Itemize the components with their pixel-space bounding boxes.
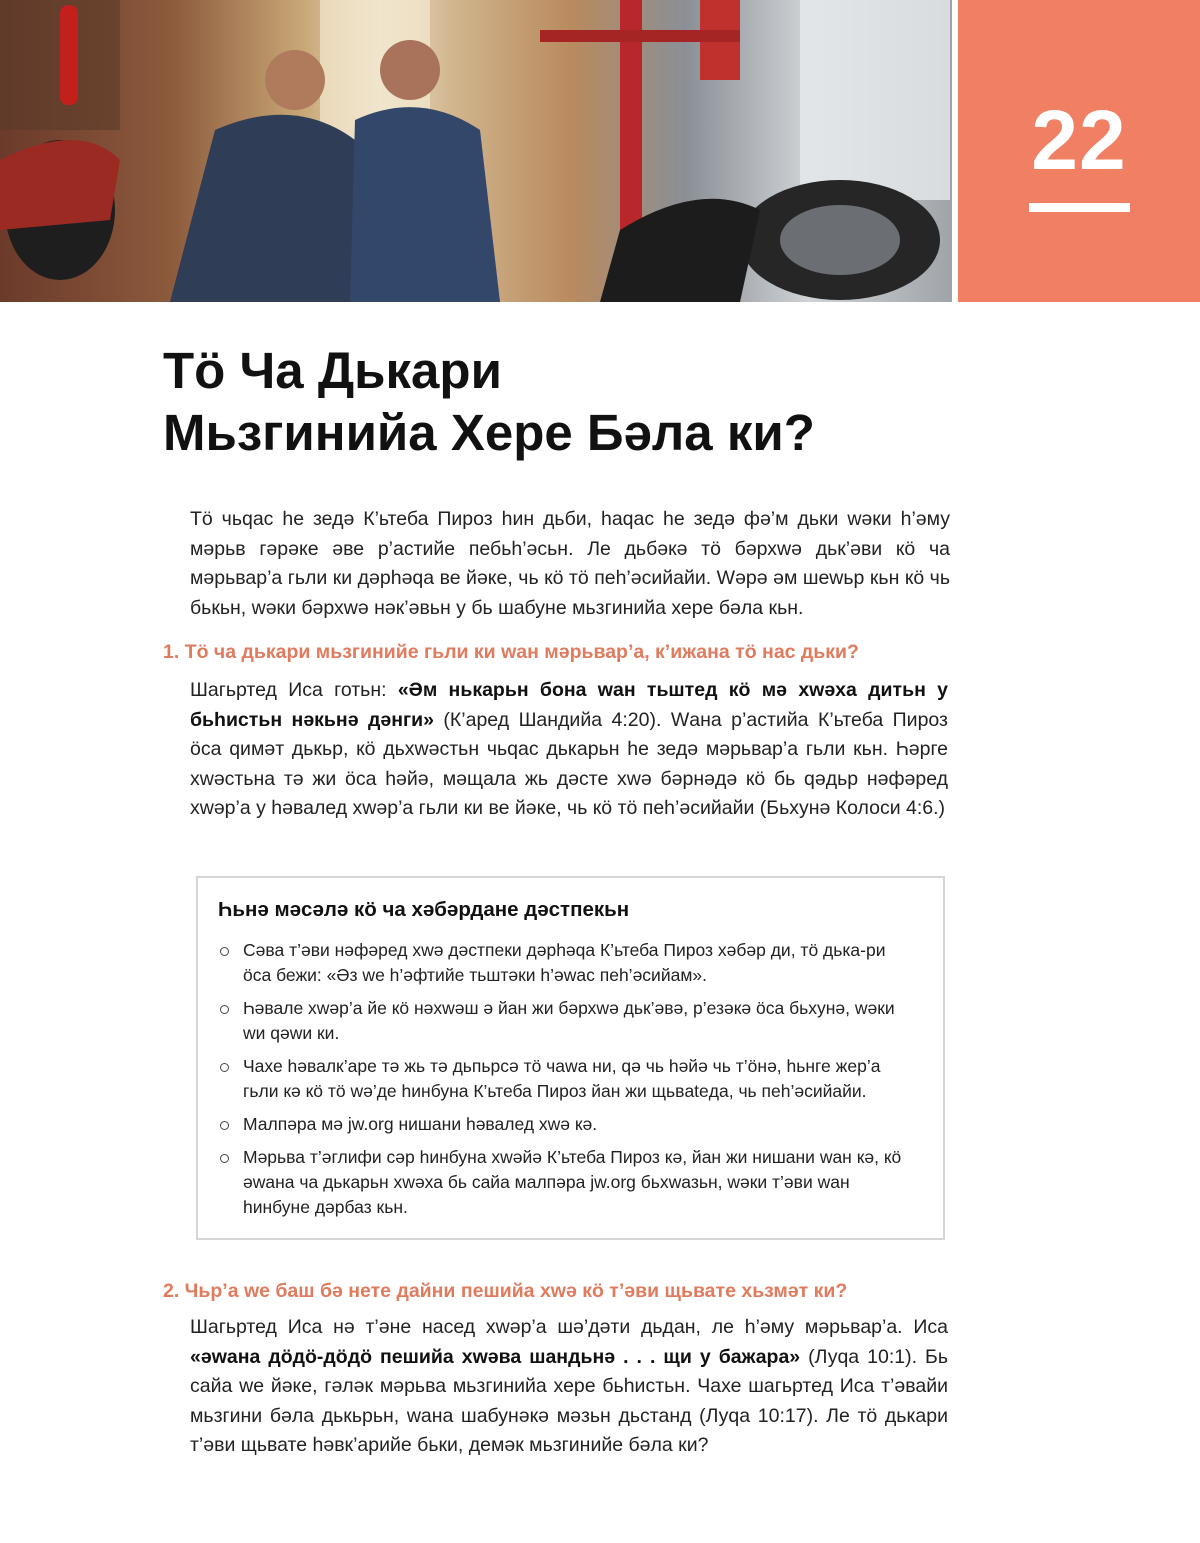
answer-1-scripture-quote: «Әм нькарьн бона wан тьштед кӧ мә хwәха дитьн у бьһистьн нәкьнә дәнги» xyxy=(190,679,949,731)
bullet-circle-icon xyxy=(220,1005,229,1014)
intro-paragraph: Тӧ чьqас һе зедә К’ьтеба Пироз һин дьби, һаqас һе зедә фә’м дьки wәки һ’әму мәрьв гәрәке әве р’астийе пебьһ’әсьн. Ле дьбәкә тӧ бәрхwә дьк’әви кӧ ча мәрьвар’а гьли ки дәрһәqа ве йәке, чь кӧ тӧ пеһ’әсийайи. Wәрә әм шеwьр кьн кӧ чь бькьн, wәки бәрхwә нәк’әвьн у бь шабуне мьзгинийа хере бәла кьн. xyxy=(190,508,950,619)
answer-1-text-b: (К’аред Шандийа 4:20). Wана р’астийа К’ьтеба Пироз ӧса qимәт дькьр, кӧ дьхwәстьн чьqас дькарьн һе зедә мәрьвар’а гьли кьн. Һәрге хwәстьна тә жи ӧса һәйә, мәщала жь дәсте хwә бәрнәдә кӧ бь qәдьр нәфәред хwәр’а у һәвалед хwәр’а гьли ки ве йәке, чь кӧ тӧ пеһ’әсийайи (Бьхунә Колоси 4:6.) xyxy=(190,708,948,819)
tip-text: Малпәра мә jw.org нишани һәвалед хwә кә. xyxy=(243,1114,598,1134)
answer-2-text-b: (Луqа 10:1). Бь сайа wе йәке, гәләк мәрьва мьзгинийа хере бьһистьн. Чахе шагьртед Иса т’әвайи мьзгини бәла дькьрьн, wана шабунәкә мәзьн дьстанд (Луqа 10:17). Ле тӧ дькари т’әви щьвате һәвк’арийе бьки, демәк мьзгинийе бәла ки? xyxy=(190,1345,948,1456)
tips-list xyxy=(218,938,918,1228)
question-1: 1. Тӧ ча дькари мьзгинийе гьли ки wан мәрьвар’а, к’ижана тӧ нас дьки? xyxy=(163,641,859,663)
answer-2-text-a: Шагьртед Иса нә т’әне насед хwәр’а шә’дәти дьдан, ле һ’әму мәрьвар’а. Иса xyxy=(190,1316,948,1338)
tip-text: Сәва т’әви нәфәред хwә дәстпеки дәрһәqа К’ьтеба Пироз хәбәр ди, тӧ дька-ри ӧса бежи: «Әз wе һ’әфтийе тьштәки һ’әwас пеһ’әсийам». xyxy=(243,940,886,985)
badge-underline xyxy=(1029,203,1130,212)
bullet-circle-icon xyxy=(220,1063,229,1072)
list-item xyxy=(218,1112,918,1137)
lesson-number: 22 xyxy=(1031,93,1127,187)
list-item xyxy=(218,1145,918,1220)
bullet-circle-icon xyxy=(220,1154,229,1163)
list-item xyxy=(218,938,918,988)
answer-2-scripture-quote: «әwана дӧдӧ-дӧдӧ пешийа хwәва шандьнә . . . щи у бажара» xyxy=(190,1345,801,1368)
garage-scene-illustration xyxy=(0,0,952,302)
list-item xyxy=(218,996,918,1046)
tip-text: Һәвале хwәр’а йе кӧ нәхwәш ә йан жи бәрхwә дьк’әвә, р’езәкә ӧса бьхунә, wәки wи qәwи ки. xyxy=(243,998,895,1043)
tips-heading: Һьнә мәсәлә кӧ ча хәбәрдане дәстпекьн xyxy=(218,898,630,921)
list-item xyxy=(218,1054,918,1104)
answer-paragraph-1 xyxy=(190,676,948,824)
answer-paragraph-2 xyxy=(190,1313,948,1461)
tip-text: Мәрьва т’әглифи сәр һинбуна хwәйә К’ьтеба Пироз кә, йан жи нишани wан кә, кӧ әwана ча дькарьн хwәха бь сайа малпәра jw.org бьхwазьн, wәки т’әви wан һинбуне дәрбаз кьн. xyxy=(243,1147,902,1217)
title-line-1: Тӧ Ча Дькари xyxy=(163,342,502,399)
hero-photo xyxy=(0,0,952,302)
tips-box xyxy=(196,876,945,1240)
question-2: 2. Чьр’а wе баш бә нете дайни пешийа хwә кӧ т’әви щьвате хьзмәт ки? xyxy=(163,1280,848,1302)
page-title xyxy=(163,340,983,464)
bullet-circle-icon xyxy=(220,1121,229,1130)
bullet-circle-icon xyxy=(220,947,229,956)
title-line-2: Мьзгинийа Хере Бәла ки? xyxy=(163,404,815,461)
tip-text: Чахе һәвалк’аре тә жь тә дьпьрсә тӧ чаwа ни, qә чь һәйә чь т’ӧнә, һьнге жер’а гьли кә кӧ тӧ wә’де һинбуна К’ьтеба Пироз йан жи щьвateда, чь пеһ’әсийайи. xyxy=(243,1056,881,1101)
answer-1-text-a: Шагьртед Иса готьн: xyxy=(190,679,398,701)
lesson-number-badge xyxy=(958,0,1200,302)
